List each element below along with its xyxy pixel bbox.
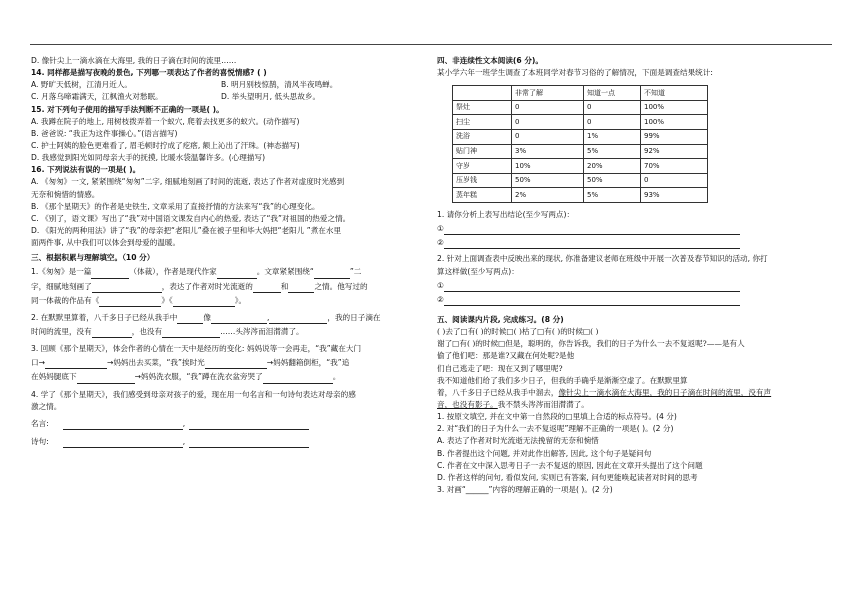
passage-line-6	[437, 387, 829, 399]
q14-options-row2	[31, 91, 415, 103]
text: ……头涔涔而泪潸潸了。	[220, 326, 304, 336]
table-cell: 蒸年糕	[453, 188, 512, 203]
text: ，表达了作者对时光流逝的	[161, 281, 253, 291]
table-row	[453, 173, 708, 188]
q13-option-d: D. 像针尖上一滴水滴在大海里, 我的日子滴在时间的流里……	[31, 56, 237, 65]
poem-label: 诗句:	[31, 436, 49, 446]
section3-title: 三、根据积累与理解填空。（10 分）	[31, 253, 155, 263]
answer-blank[interactable]	[288, 283, 314, 293]
table-row	[453, 144, 708, 159]
answer-blank[interactable]	[91, 269, 129, 279]
answer-blank[interactable]	[205, 359, 267, 369]
text: ”二	[349, 267, 362, 277]
quote-row: 名言: ,	[31, 418, 415, 430]
text: 同一体裁的作品有《	[31, 295, 100, 305]
table-cell: 0	[512, 100, 584, 115]
q15-option-c: C. 护士阿姨的脸色更难看了, 眉毛顿时拧成了疙瘩, 额上沁出了汗珠。(神态描写)	[31, 140, 300, 150]
table-header: 知道一点	[584, 86, 641, 101]
poem-answer-blank-1[interactable]	[63, 438, 183, 448]
circled-two: ②	[437, 294, 444, 304]
table-header-row	[453, 86, 708, 101]
text: 和	[280, 281, 289, 291]
s3-q1-line2	[31, 281, 415, 293]
text: ，我的日子滴在	[327, 312, 381, 322]
q15-option-b: B. 爸爸说: “我正为这件事操心。”(语言描写)	[31, 128, 178, 138]
table-cell: 0	[512, 115, 584, 130]
section5-title: 五、阅读课内片段, 完成练习。(8 分)	[437, 315, 564, 325]
answer-blank[interactable]	[217, 269, 257, 279]
right-column	[437, 55, 829, 496]
underlined-text: 音，也没有影子。	[437, 400, 498, 409]
table-cell: 5%	[584, 188, 641, 203]
s3-q2-line1	[31, 312, 415, 324]
table-header: 非常了解	[512, 86, 584, 101]
text: 。文章紧紧围绕“	[256, 267, 314, 277]
answer-blank[interactable]	[253, 283, 281, 293]
s5-q1: 1. 按原文填空, 并在文中第一自然段的□里填上合适的标点符号。(4 分)	[437, 412, 677, 422]
table-cell: 扫尘	[453, 115, 512, 130]
answer-blank[interactable]	[92, 283, 162, 293]
answer-blank[interactable]	[177, 314, 203, 324]
answer-blank[interactable]	[444, 282, 740, 292]
answer-blank[interactable]	[211, 312, 270, 324]
left-column	[31, 55, 415, 448]
table-cell: 100%	[641, 115, 708, 130]
s3-q1-line1	[31, 266, 415, 278]
q16-option-c: C. 《别了，语文课》写出了“我”对中国语文课发自内心的热爱, 表达了“我”对祖国的热爱之情。	[31, 213, 351, 223]
text: 1.《匆匆》是一篇	[31, 267, 92, 277]
survey-intro: 某小学六年一班学生调查了本班同学对春节习俗的了解情况，下面是调查结果统计:	[437, 68, 713, 78]
table-cell: 0	[641, 173, 708, 188]
answer-blank[interactable]	[266, 312, 327, 324]
underlined-text: 像针尖上一滴水滴在大海里，我的日子滴在时间的流里，没有声	[558, 387, 772, 397]
q16-option-b: B. 《那个星期天》的作者是史铁生, 文章采用了直接抒情的方法来写“我”的心理变化。	[31, 201, 320, 211]
text: 》。	[234, 295, 247, 305]
q16-option-d-line2: 面两件事, 从中我们可以体会到母爱的温暖。	[31, 238, 181, 248]
s3-q4-line1: 4. 学了《那个星期天》，我们感受到母亲对孩子的爱，现在用一句名言和一句诗句表达对母亲的感	[31, 389, 356, 399]
s4-q2-line1: 2. 针对上面调查表中反映出来的现状, 你准备建议老师在班级中开展一次普及春节知识的活动, 你打	[437, 254, 768, 264]
table-cell: 93%	[641, 188, 708, 203]
passage-line-7	[437, 399, 829, 411]
table-cell: 50%	[512, 173, 584, 188]
text: 。	[332, 372, 341, 382]
survey-table	[452, 85, 708, 203]
circled-two: ②	[437, 238, 444, 248]
s4-q1-answer-row-2	[437, 237, 829, 249]
table-cell: 0	[584, 100, 641, 115]
passage-line-1: ( )去了□有( )的时候□( )枯了□有( )的时候□( )	[437, 327, 599, 337]
s3-q3-line3	[31, 371, 415, 383]
text: 在妈妈腿底下	[31, 372, 77, 382]
table-row	[453, 188, 708, 203]
poem-answer-blank-2[interactable]	[189, 438, 309, 448]
passage-line-5: 我不知道他们给了我们多少日子，但我的手确乎是渐渐空虚了。在默默里算	[437, 375, 688, 385]
table-cell: 1%	[584, 130, 641, 145]
table-row	[453, 159, 708, 174]
text: 像	[203, 312, 211, 322]
s4-q2-answer-row-1	[437, 280, 829, 292]
table-cell: 70%	[641, 159, 708, 174]
table-row	[453, 100, 708, 115]
circled-one: ①	[437, 280, 444, 290]
text: →妈妈翻箱倒柜，“我”追	[266, 358, 350, 368]
table-header: 不知道	[641, 86, 708, 101]
table-row	[453, 130, 708, 145]
q14-options-row1	[31, 79, 415, 91]
table-row	[453, 115, 708, 130]
table-cell: 20%	[584, 159, 641, 174]
q16-option-d-line1: D. 《阳光的两种用法》讲了“我”的母亲把“老阳儿”叠在被子里和毕大妈把“老阳儿 ”煮在水里	[31, 225, 342, 235]
table-cell: 洗浴	[453, 130, 512, 145]
s3-q2-line2	[31, 326, 415, 338]
s5-q2-option-b: B. 作者提出这个问题, 并对此作出解答, 因此, 这个句子是疑问句	[437, 448, 652, 458]
circled-one: ①	[437, 224, 444, 234]
passage-line-2: 谢了□有( )的时候□但是，聪明的，你告诉我，我们的日子为什么一去不复返呢?——是有人	[437, 339, 745, 349]
text: →妈妈洗衣服，“我”蹲在洗衣盆旁哭了	[134, 372, 263, 382]
quote-answer-blank-1[interactable]	[63, 420, 183, 430]
quote-label: 名言:	[31, 418, 49, 428]
q14-option-c: C. 月落乌啼霜满天，江枫渔火对愁眠。	[31, 92, 163, 102]
text: 口→	[31, 358, 45, 368]
q15-option-a: A. 我蹲在院子的地上, 用树枝拨弄着一个蚁穴, 爬着去找更多的蚁穴。(动作描写)	[31, 116, 300, 126]
passage-line-4: 们自己逃走了吧：现在又到了哪里呢?	[437, 363, 563, 373]
text: ,	[266, 312, 270, 322]
s5-q2-option-c: C. 作者在文中深入思考日子一去不复返的原因, 因此在文章开头提出了这个问题	[437, 460, 703, 470]
s5-q2-option-d: D. 作者这样的问句, 看似发问, 实则已有答案, 问句更能唤起读者对时间的思考	[437, 472, 698, 482]
answer-blank[interactable]	[77, 374, 135, 384]
s5-q2: 2. 对“我们的日子为什么一去不复返呢”理解不正确的一项是( )。(2 分)	[437, 424, 674, 434]
text: →妈妈出去买菜，“我”挨时光	[106, 358, 205, 368]
s4-q1-answer-row-1	[437, 223, 829, 235]
table-cell: 压岁钱	[453, 173, 512, 188]
q14-option-a: A. 野旷天低树，江清月近人。	[31, 80, 133, 90]
answer-blank[interactable]	[45, 359, 107, 369]
q14-option-b: B. 明月别枝惊鹊，清风半夜鸣蝉。	[221, 80, 338, 90]
answer-blank[interactable]	[444, 225, 740, 235]
header-rule	[30, 44, 832, 45]
text: 之情。他写过的	[314, 281, 368, 291]
s3-q3-line1: 3. 回顾《那个星期天》，体会作者的心情在一天中是经历的变化: 妈妈说等一会再走，“我”藏在大门	[31, 344, 362, 354]
poem-row: 诗句: ,	[31, 436, 415, 448]
table-cell: 贴门神	[453, 144, 512, 159]
answer-blank[interactable]	[314, 269, 350, 279]
text: 》《	[161, 295, 173, 305]
text: 时间的流里，没有	[31, 326, 92, 336]
text: 2. 在默默里算着，八千多日子已经从我手中	[31, 312, 178, 322]
answer-blank[interactable]	[99, 297, 161, 307]
table-cell: 92%	[641, 144, 708, 159]
table-cell: 守岁	[453, 159, 512, 174]
answer-blank[interactable]	[444, 296, 740, 306]
table-header	[453, 86, 512, 101]
table-cell: 10%	[512, 159, 584, 174]
text: ，也没有	[131, 326, 163, 336]
table-cell: 50%	[584, 173, 641, 188]
s3-q3-line2	[31, 357, 415, 369]
table-cell: 3%	[512, 144, 584, 159]
answer-blank[interactable]	[444, 239, 740, 249]
answer-blank[interactable]	[162, 328, 220, 338]
text: 着，八千多日子已经从我手中溜去，	[437, 387, 559, 397]
s5-q2-option-a: A. 表达了作者对时光流逝无法挽留的无奈和惋惜	[437, 436, 599, 446]
text: 字，细腻地刻画了	[31, 281, 92, 291]
s5-q3: 3. 对画“______”内容的理解正确的一项是( )。(2 分)	[437, 484, 613, 494]
table-cell: 0	[584, 115, 641, 130]
s4-q2-line2: 算这样做(至少写两点)：	[437, 266, 519, 276]
table-cell: 祭灶	[453, 100, 512, 115]
q15-option-d: D. 我感觉到阳光如同母亲大手的抚摸, 比暖水袋温馨许多。(心理描写)	[31, 153, 266, 163]
q14-option-d: D. 举头望明月, 低头思故乡。	[221, 92, 321, 102]
table-cell: 5%	[584, 144, 641, 159]
passage-line-3: 偷了他们吧：那是谁?又藏在何处呢?是他	[437, 351, 575, 361]
quote-answer-blank-2[interactable]	[189, 420, 309, 430]
q15-stem: 15. 对下列句子使用的描写手法判断不正确的一项是( )。	[31, 104, 224, 114]
s3-q1-line3	[31, 295, 415, 307]
q14-stem: 14. 同样都是描写夜晚的景色, 下列哪一项表达了作者的喜悦情感? ( )	[31, 68, 267, 78]
text: 我不禁头涔涔而泪潸潸了。	[497, 400, 589, 409]
s4-q1: 1. 请你分析上表写出结论(至少写两点)：	[437, 210, 575, 220]
answer-blank[interactable]	[92, 328, 132, 338]
s4-q2-answer-row-2	[437, 294, 829, 306]
table-cell: 0	[512, 130, 584, 145]
answer-blank[interactable]	[173, 297, 235, 307]
q16-stem: 16. 下列说法有误的一项是( )。	[31, 165, 141, 175]
s3-q4-line2: 激之情。	[31, 401, 62, 411]
q16-option-a-line1: A. 《匆匆》一文, 紧紧围绕“匆匆”二字, 细腻地刻画了时间的流逝, 表达了作者对虚度时光感到	[31, 177, 345, 187]
section4-title: 四、非连续性文本阅读(6 分)。	[437, 56, 543, 65]
q16-option-a-line2: 无奈和惋惜的情感。	[31, 189, 100, 199]
table-cell: 99%	[641, 130, 708, 145]
table-cell: 100%	[641, 100, 708, 115]
table-cell: 2%	[512, 188, 584, 203]
answer-blank[interactable]	[263, 374, 333, 384]
text: （体裁），作者是现代作家	[129, 267, 217, 277]
